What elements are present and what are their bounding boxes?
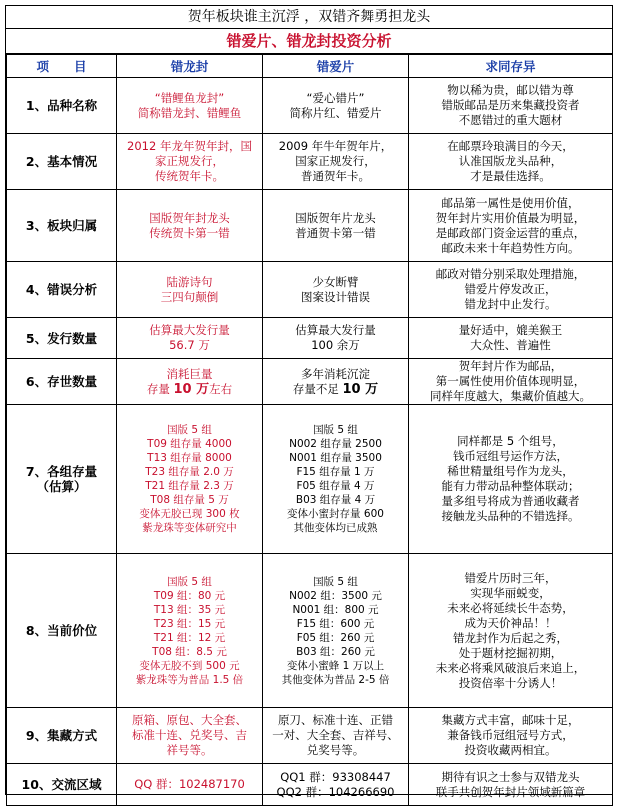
cell-line: N001 组存量 3500 [289,452,382,464]
cell-line: F05 组：260 元 [296,631,375,644]
cuolongfeng-cell [117,359,263,405]
cell-line: T13 组存量 8000 [147,452,232,464]
row-item-label [7,764,117,806]
cell-line: 处于题材挖掘初期， [458,645,563,660]
cell-line: 是邮政部门资金运营的重点， [435,225,586,240]
cell-line: 其他变体为普品 2-5 倍 [281,673,390,686]
cuolongfeng-cell [117,554,263,708]
cell-line: 三四句颠倒 [160,289,219,304]
header-comparison: 求同存异 [409,55,613,78]
cell-line: QQ 群：102487170 [134,777,245,791]
cell-line: F15 组存量 1 万 [296,466,375,478]
table-row [7,405,613,554]
cell-line: T21 组：12 元 [153,631,226,644]
row-item-label [7,359,117,405]
table-row [7,708,613,764]
table-row [7,554,613,708]
table-row [7,190,613,262]
cell-line: 错版邮品是历来集藏投资者 [441,98,580,112]
cell-line: 普通贺卡第一错 [295,225,376,240]
cell-line: 简称片红、错爱片 [289,105,382,120]
cell-line: 3、板块归属 [25,218,98,233]
comparison-cell [409,134,613,190]
cell-line: 2012 年龙年贺年封，国 [127,139,252,153]
cell-line: F05 组存量 4 万 [296,480,375,492]
header-item: 项 目 [7,55,117,78]
cell-line: 物以稀为贵，邮以错为尊 [447,83,574,97]
row-item-label [7,190,117,262]
cuolongfeng-cell [117,405,263,554]
cuoaipian-cell [263,405,409,554]
cell-line: 国版 5 组 [313,575,358,588]
cell-line: 期待有识之士参与双错龙头 [441,769,580,784]
cell-line: 家正规发行， [155,154,224,168]
cell-line: 错爱片历时三年， [464,570,557,585]
sheet-title: 贺年板块谁主沉浮 ，双错齐舞勇担龙头 [6,6,612,29]
cell-line: B03 组：260 元 [296,645,375,658]
cell-line: 邮品第一属性是使用价值， [441,195,580,210]
stock-amount-line: 存量 10 万左右 [146,381,233,397]
cell-line: 原刀、标准十连、正错 [278,713,393,727]
cell-line: 9、集藏方式 [25,728,98,743]
cell-line: 大众性、普遍性 [470,338,551,352]
comparison-cell [409,764,613,806]
stock-amount-value: 10 万 [173,381,210,397]
cuoaipian-cell [263,262,409,318]
cuolongfeng-cell [117,78,263,134]
cell-line: 同样年度越大，集藏价值越大。 [430,389,591,403]
row-item-label [7,262,117,318]
table-row [7,318,613,359]
cell-line: 国版贺年片龙头 [295,210,376,225]
cuoaipian-cell [263,554,409,708]
cell-line: 国版贺年封龙头 [149,210,230,225]
cell-line: 国版 5 组 [313,424,358,436]
cell-line: QQ2 群：104266690 [276,784,395,799]
cell-line: N001 组：800 元 [292,603,379,616]
cell-line: T09 组存量 4000 [147,438,232,450]
cell-line: 变体无胶已现 300 枚 [139,508,240,520]
table-row [7,764,613,806]
cuolongfeng-cell [117,262,263,318]
cell-line: 估算最大发行量 [149,323,230,337]
cell-line: 才是最佳选择。 [470,169,551,183]
cell-line: 10、交流区域 [21,777,102,792]
comparison-table [6,54,613,806]
cell-line: 紫龙珠等为普品 1.5 倍 [135,673,244,686]
cell-line: T08 组存量 5 万 [150,494,229,506]
cell-line: 变体小蜜蜂 1 万以上 [286,659,385,672]
cell-line: 未来必将延续长牛态势， [447,600,574,615]
table-row [7,262,613,318]
cuoaipian-cell [263,78,409,134]
investment-analysis-sheet [5,5,613,799]
comparison-cell [409,262,613,318]
cell-line: 错龙封作为后起之秀， [453,630,568,645]
cell-line: 陆游诗句 [166,274,213,289]
cell-line: 一对、大全套、吉祥号、 [272,728,399,742]
cell-line: 56.7 万 [169,338,210,352]
cell-line: QQ1 群：93308447 [280,769,391,784]
cell-line: F15 组：600 元 [296,617,375,630]
cell-line: 国版 5 组 [167,575,212,588]
cell-line: 联手共创贺年封片领域新篇章 [435,784,586,799]
cuolongfeng-cell [117,708,263,764]
cell-line: 邮政对错分别采取处理措施， [435,267,586,281]
comparison-cell [409,405,613,554]
cuoaipian-cell [263,318,409,359]
cell-line: 普通贺年卡。 [301,169,370,183]
cell-line: 估算最大发行量 [295,323,376,337]
cuolongfeng-cell [117,134,263,190]
cell-line: 传统贺年卡。 [155,169,224,183]
cell-line: 贺年封片作为邮品， [458,359,563,373]
cell-line: T23 组：15 元 [153,617,226,630]
cell-line: 不愿错过的重大题材 [458,113,563,127]
cuoaipian-cell [263,134,409,190]
cell-line: 量好适中，媲美猴王 [458,323,563,337]
cell-line: 4、错误分析 [25,282,98,297]
cell-line: 少女断臂 [312,274,359,289]
cell-line: 认准国版龙头品种， [458,154,563,168]
cell-line: 错爱片停发改正， [464,282,557,296]
cell-line: 原箱、原包、大全套、 [132,713,247,727]
cell-line: T08 组：8.5 元 [152,645,227,658]
comparison-cell [409,554,613,708]
cell-line: “爱心错片” [306,90,365,105]
stock-amount-value: 10 万 [342,381,379,397]
comparison-cell [409,359,613,405]
cell-line: 贺年封片实用价值最为明显， [435,210,586,225]
row-item-label [7,708,117,764]
cell-line: 在邮票玲琅满目的今天， [447,139,574,153]
cell-line: 2、基本情况 [25,154,98,169]
cell-line: 邮政未来十年趋势性方向。 [441,240,580,255]
row-item-label [7,78,117,134]
cell-line: 投资收藏两相宜。 [464,743,557,757]
cell-line: 量多组号将成为普通收藏者 [441,494,580,508]
cell-line: 变体小蜜封存量 600 [287,508,384,520]
cell-line: N002 组存量 2500 [289,438,382,450]
sheet-subtitle: 错爱片、错龙封投资分析 [6,29,612,54]
cell-line: 传统贺卡第一错 [149,225,230,240]
cell-line: 多年消耗沉淀 [301,366,370,381]
cell-line: 100 余万 [311,338,360,352]
cuoaipian-cell [263,764,409,806]
cell-line: 国家正规发行， [295,154,376,168]
cell-line: T21 组存量 2.3 万 [145,480,234,492]
cell-line: 错龙封中止发行。 [464,297,557,311]
cell-line: 简称错龙封、错鲤鱼 [137,105,242,120]
cell-line: 钱币冠组号运作方法， [453,449,568,463]
row-item-label [7,134,117,190]
cell-line: 兑奖号等。 [306,743,365,757]
cell-line: 8、当前价位 [25,623,98,638]
cell-line: 7、各组存量 [25,464,98,479]
cell-line: N002 组：3500 元 [289,589,382,602]
cell-line: 6、存世数量 [25,374,98,389]
header-cuoaipian: 错爱片 [263,55,409,78]
cell-line: 同样都是 5 个组号， [457,434,564,448]
cell-line: 消耗巨量 [166,366,213,381]
cell-line: T13 组：35 元 [153,603,226,616]
row-item-label [7,405,117,554]
cell-line: 1、品种名称 [25,98,98,113]
cell-line: 变体无胶不到 500 元 [139,659,240,672]
cuolongfeng-cell [117,764,263,806]
cell-line: 能有力带动品种整体联动； [441,479,580,493]
cell-line: 其他变体均已成熟 [293,522,378,534]
cuoaipian-cell [263,359,409,405]
cell-line: 5、发行数量 [25,330,98,346]
cell-line: （估算） [36,479,87,494]
comparison-cell [409,190,613,262]
cuolongfeng-cell [117,318,263,359]
cell-line: T09 组：80 元 [153,589,226,602]
cuoaipian-cell [263,708,409,764]
cell-line: 集藏方式丰富，邮味十足， [441,713,580,727]
cell-line: 2009 年牛年贺年片， [278,139,393,153]
cell-line: 第一属性使用价值体现明显， [435,374,586,388]
row-item-label [7,554,117,708]
cell-line: “错鲤鱼龙封” [154,90,225,105]
stock-amount-line: 存量不足 10 万 [292,381,379,397]
cell-line: 祥号等。 [166,743,213,757]
cuolongfeng-cell [117,190,263,262]
comparison-cell [409,78,613,134]
cell-line: 实现华丽蜕变， [470,585,551,600]
cell-line: 国版 5 组 [167,424,212,436]
table-row [7,78,613,134]
cell-line: 投资倍率十分诱人！ [458,675,563,690]
cell-line: 兼备钱币冠组冠号方式， [447,728,574,742]
comparison-cell [409,318,613,359]
cell-line: 未来必将乘风破浪后来追上， [435,660,586,675]
table-row [7,359,613,405]
cell-line: 成为天价神品！！ [464,615,557,630]
table-header-row [7,55,613,78]
cell-line: 稀世精量组号作为龙头， [447,464,574,478]
cell-line: 图案设计错误 [301,289,370,304]
cell-line: T23 组存量 2.0 万 [145,466,234,478]
header-cuolongfeng: 错龙封 [117,55,263,78]
cell-line: 标准十连、兑奖号、吉 [132,728,247,742]
cuoaipian-cell [263,190,409,262]
table-row [7,134,613,190]
cell-line: 紫龙珠等变体研究中 [142,522,237,534]
row-item-label [7,318,117,359]
cell-line: B03 组存量 4 万 [295,494,376,506]
comparison-cell [409,708,613,764]
cell-line: 接触龙头品种的不错选择。 [441,509,580,523]
